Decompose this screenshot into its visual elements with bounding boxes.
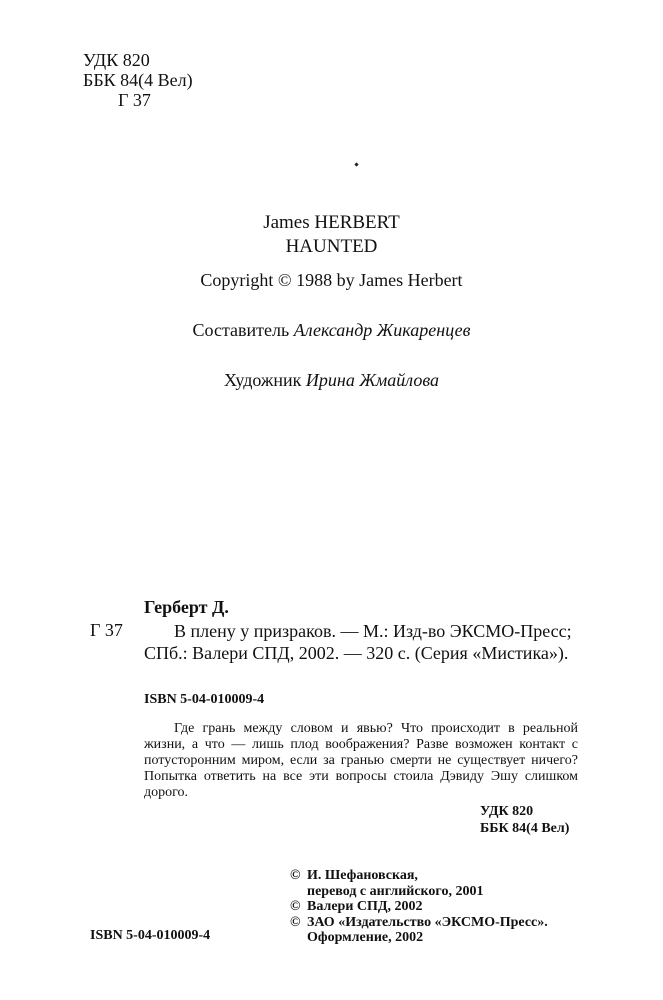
copyright-line: ЗАО «Издательство «ЭКСМО-Пресс». [307,914,548,930]
compiler-name: Александр Жикаренцев [293,320,471,340]
bibliographic-description [144,620,584,664]
original-copyright: Copyright © 1988 by James Herbert [200,270,463,290]
copyright-line: перевод с английского, 2001 [307,883,484,899]
copyright-line: Оформление, 2002 [307,930,424,945]
artist-credit [0,370,663,391]
compiler-credit [0,320,663,341]
description-text: В плену у призраков. — М.: Изд-во ЭКСМО-Пресс; СПб.: Валери СПД, 2002. — 320 с. (Серия «Мистика»). [144,621,572,663]
udk-code-bottom: УДК 820 [480,804,534,819]
udk-code: УДК 820 [83,50,150,70]
bbk-code-bottom: ББК 84(4 Вел) [480,821,570,836]
copyright-line: Валери СПД, 2002 [307,899,423,914]
copyright-symbol: © [290,914,301,930]
copyright-translator [290,868,548,899]
bbk-code: ББК 84(4 Вел) [83,70,193,90]
print-speck [354,162,358,166]
author-mark: Г 37 [118,90,151,110]
isbn-bottom: ISBN 5-04-010009-4 [90,928,211,943]
artist-label: Художник [223,370,302,390]
bibliographic-author-mark: Г 37 [90,620,123,640]
bibliographic-author: Герберт Д. [144,597,229,617]
copyright-notices [290,868,548,946]
original-author: James HERBERT [263,212,400,233]
original-title: HAUNTED [285,236,378,257]
compiler-label: Составитель [192,320,290,340]
copyright-symbol: © [290,899,301,914]
annotation: Где грань между словом и явью? Что происходит в реальной жизни, а что — лишь плод воображения? Разве возможен контакт с потусторонним миром, если за гранью смерти не существует ничего? Попытка ответить на все эти вопросы стоила Дэвиду Эшу слишком дорого. [144,721,578,800]
copyright-symbol: © [290,868,301,883]
copyright-eksmo [290,915,548,946]
artist-name: Ирина Жмайлова [305,370,440,390]
classification-codes-bottom [480,803,569,837]
isbn-top: ISBN 5-04-010009-4 [144,692,265,707]
copyright-line: И. Шефановская, [307,868,418,883]
copyright-valeri [290,899,548,915]
classification-codes-top [83,50,193,110]
